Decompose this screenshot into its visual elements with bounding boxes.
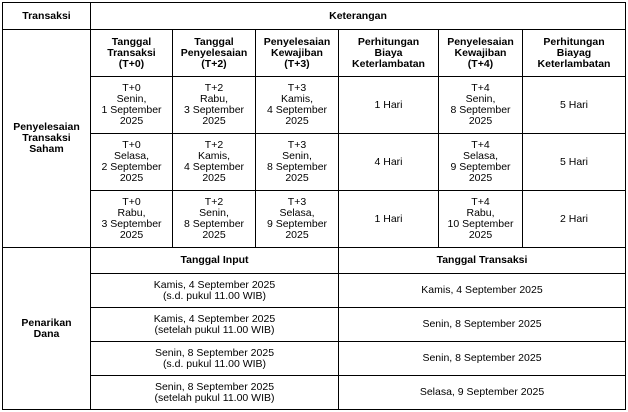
table-cell-t4: T+4 Rabu, 10 September 2025	[447, 196, 514, 241]
table-cell-input-date: Kamis, 4 September 2025 (setelah pukul 11.00 WIB)	[153, 312, 276, 336]
table-cell-transaction-date: Senin, 8 September 2025	[422, 352, 542, 364]
table-cell-t3: T+3 Kamis, 4 September 2025	[266, 82, 328, 127]
table-cell-late-fee-2: 5 Hari	[559, 155, 588, 168]
column-header-t0: Tanggal Transaksi (T+0)	[107, 35, 156, 70]
table-cell-transaction-date: Senin, 8 September 2025	[422, 318, 542, 330]
table-cell-transaction-date: Selasa, 9 September 2025	[419, 386, 545, 398]
table-cell-late-fee-1: 1 Hari	[374, 98, 403, 111]
table-cell-t4: T+4 Senin, 8 September 2025	[450, 82, 511, 127]
header-keterangan: Keterangan	[329, 9, 387, 22]
header-transaksi: Transaksi	[22, 9, 71, 22]
table-cell-late-fee-2: 5 Hari	[559, 98, 588, 111]
table-cell-t2: T+2 Kamis, 4 September 2025	[183, 139, 245, 184]
column-header-late-fee-2: Perhitungan Biayag Keterlambatan	[537, 35, 611, 70]
table-cell-late-fee-1: 4 Hari	[374, 155, 403, 168]
table-cell-input-date: Senin, 8 September 2025 (setelah pukul 11.00 WIB)	[154, 380, 275, 404]
table-cell-t0: T+0 Selasa, 2 September 2025	[101, 139, 162, 184]
schedule-table	[2, 2, 626, 410]
table-cell-late-fee-2: 2 Hari	[559, 212, 588, 225]
column-header-transaction-date: Tanggal Transaksi	[436, 254, 528, 266]
table-cell-t2: T+2 Rabu, 3 September 2025	[183, 82, 245, 127]
column-header-late-fee-1: Perhitungan Biaya Keterlambatan	[352, 35, 425, 70]
table-cell-t2: T+2 Senin, 8 September 2025	[183, 196, 245, 241]
table-cell-t0: T+0 Senin, 1 September 2025	[101, 82, 162, 127]
table-cell-t3: T+3 Senin, 8 September 2025	[266, 139, 328, 184]
column-header-t2: Tanggal Penyelesaian (T+2)	[180, 35, 248, 70]
column-header-t4: Penyelesaian Kewajiban (T+4)	[447, 35, 514, 70]
column-header-t3: Penyelesaian Kewajiban (T+3)	[263, 35, 331, 70]
table-cell-input-date: Senin, 8 September 2025 (s.d. pukul 11.00 WIB)	[154, 346, 275, 370]
column-header-input-date: Tanggal Input	[180, 254, 249, 266]
withdrawal-row-label: Penarikan Dana	[21, 316, 72, 340]
table-cell-t0: T+0 Rabu, 3 September 2025	[101, 196, 162, 241]
table-cell-late-fee-1: 1 Hari	[374, 212, 403, 225]
settlement-row-label: Penyelesaian Transaksi Saham	[13, 121, 80, 155]
table-cell-t4: T+4 Selasa, 9 September 2025	[450, 139, 511, 184]
table-cell-input-date: Kamis, 4 September 2025 (s.d. pukul 11.00 WIB)	[153, 278, 276, 302]
table-cell-t3: T+3 Selasa, 9 September 2025	[266, 196, 328, 241]
table-cell-transaction-date: Kamis, 4 September 2025	[421, 284, 543, 296]
